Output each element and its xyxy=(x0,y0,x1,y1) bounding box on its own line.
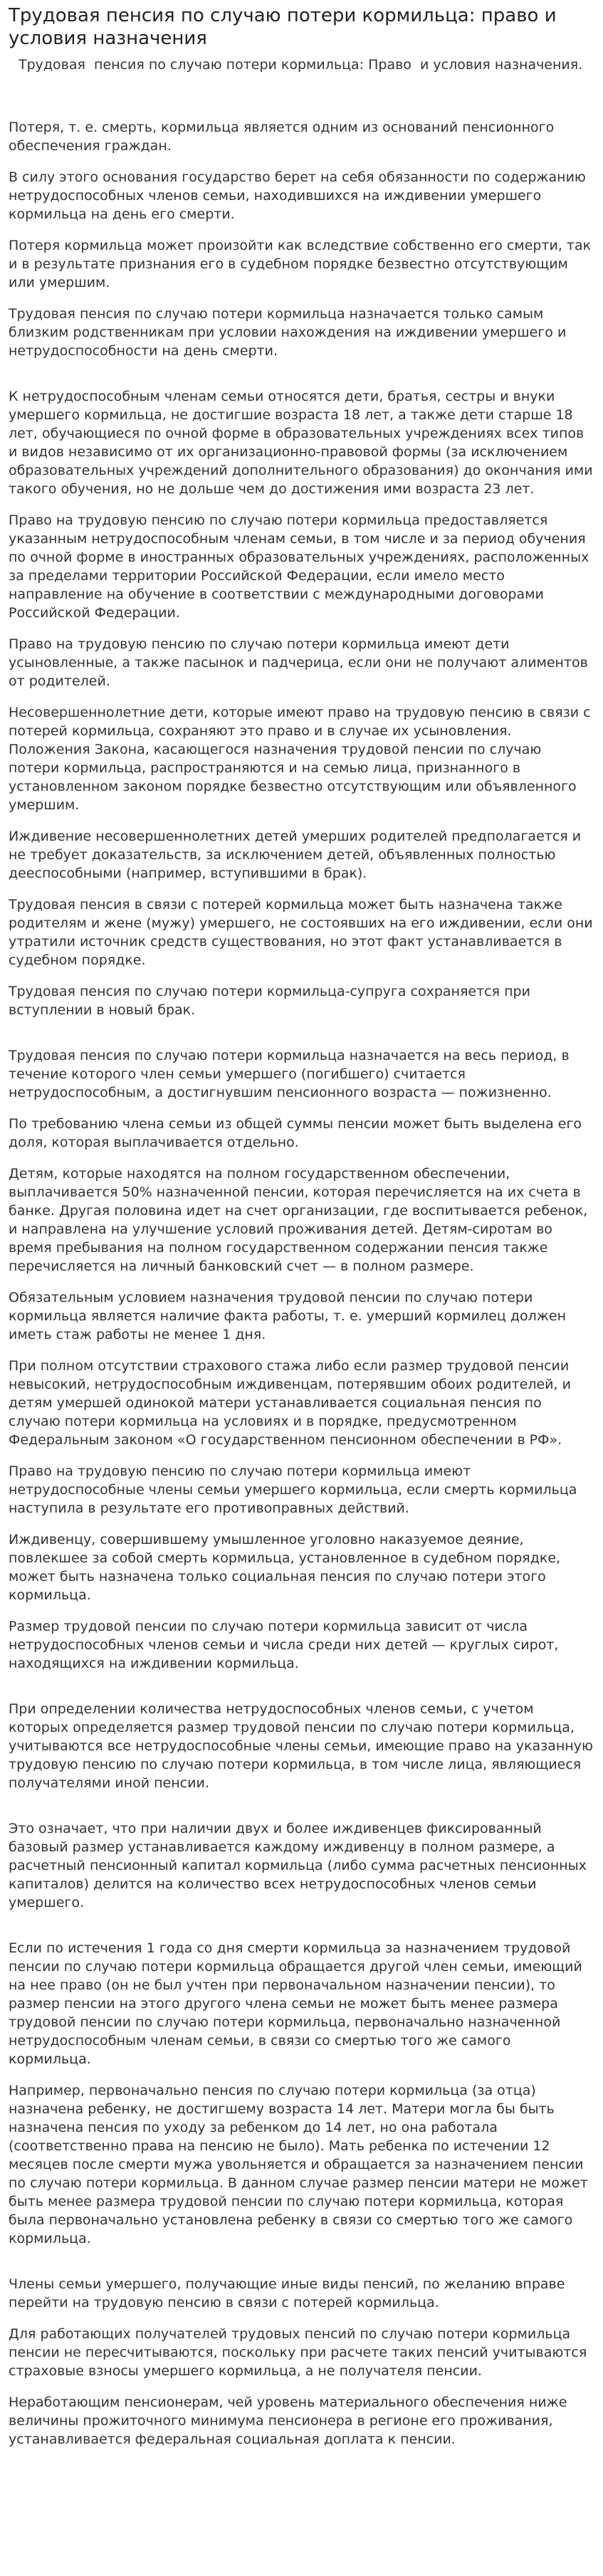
paragraph-5: К нетрудоспособным членам семьи относятся дети, братья, сестры и внуки умершего кормильца, не достигшие возраста 18 лет, а также дети старше 18 лет, обучающиеся по очной форме в образовательных учреждениях всех типов и видов независимо от их организационно-правовой формы (за исключением образовательных учреждений дополнительного образования) до окончания ими такого обучения, но не дольше чем до достижения ими возраста 23 лет. xyxy=(9,389,593,497)
paragraph-18: Иждивенцу, совершившему умышленное уголовно наказуемое деяние, повлекшее за собой смерть кормильца, установленное в судебном порядке, может быть назначена только социальная пенсия по случаю потери этого кормильца. xyxy=(9,1532,561,1603)
paragraph-14: Детям, которые находятся на полном государственном обеспечении, выплачивается 50% назначенной пенсии, которая перечисляется на их счета в банке. Другая половина идет на счет организации, где воспитывается ребенок, и направлена на улучшение условий проживания детей. Детям-сиротам во время пребывания на полном государственном содержании пенсия также перечисляется на личный банковский счет — в полном размере. xyxy=(9,1166,588,1274)
paragraph-8: Несовершеннолетние дети, которые имеют право на трудовую пенсию в связи с потерей кормильца, сохраняют это право и в случае их усыновления. Положения Закона, касающегося назначения трудовой пенсии по случаю потери кормильца, распространяются и на семью лица, признанного в установленном законом порядке безвестно отсутствующим или объявленного умершим. xyxy=(9,705,591,813)
paragraph-15: Обязательным условием назначения трудовой пенсии по случаю потери кормильца является наличие факта работы, т. е. умерший кормилец должен иметь стаж работы не менее 1 дня. xyxy=(9,1290,566,1342)
article xyxy=(0,4,603,2449)
paragraph-13: По требованию члена семьи из общей суммы пенсии может быть выделена его доля, которая выплачивается отдельно. xyxy=(9,1116,582,1150)
paragraph-1: Потеря, т. е. смерть, кормильца является одним из оснований пенсионного обеспечения граждан. xyxy=(9,120,555,154)
paragraph-19: Размер трудовой пенсии по случаю потери кормильца зависит от числа нетрудоспособных членов семьи и числа среди них детей — круглых сирот, находящихся на иждивении кормильца. xyxy=(9,1619,559,1671)
paragraph-23: Например, первоначально пенсия по случаю потери кормильца (за отца) назначена ребенку, не достигшему возраста 14 лет. Матери могла бы быть назначена пенсия по уходу за ребенком до 14 лет, но она работала (соответственно права на пенсию не было). Мать ребенка по истечении 12 месяцев после смерти мужа увольняется и обращается за назначением пенсии по случаю потери кормильца. В данном случае размер пенсии матери не может быть менее размера трудовой пенсии по случаю потери кормильца, которая была первоначально установлена ребенку в связи со смертью того же самого кормильца. xyxy=(9,2083,588,2246)
paragraph-6: Право на трудовую пенсию по случаю потери кормильца предоставляется указанным нетрудоспособным членам семьи, в том числе и за период обучения по очной форме в иностранных образовательных учреждениях, расположенных за пределами территории Российской Федерации, если имело место направление на обучение в соответствии с международными договорами Российской Федерации. xyxy=(9,512,589,621)
paragraph-21: Это означает, что при наличии двух и более иждивенцев фиксированный базовый размер устанавливается каждому иждивенцу в полном размере, а расчетный пенсионный капитал кормильца (либо сумма расчетных пенсионных капиталов) делится на количество всех нетрудоспособных членов семьи умершего. xyxy=(9,1821,587,1910)
paragraph-11: Трудовая пенсия по случаю потери кормильца-супруга сохраняется при вступлении в новый брак. xyxy=(9,984,530,1018)
paragraph-17: Право на трудовую пенсию по случаю потери кормильца имеют нетрудоспособные члены семьи умершего кормильца, если смерть кормильца наступила в результате его противоправных действий. xyxy=(9,1463,577,1516)
paragraph-24: Члены семьи умершего, получающие иные виды пенсий, по желанию вправе перейти на трудовую пенсию в связи с потерей кормильца. xyxy=(9,2276,565,2310)
article-subtitle: Трудовая пенсия по случаю потери кормильца: Право и условия назначения. xyxy=(19,57,583,73)
paragraph-7: Право на трудовую пенсию по случаю потери кормильца имеют дети усыновленные, а также пасынок и падчерица, если они не получают алиментов от родителей. xyxy=(9,636,588,689)
paragraph-12: Трудовая пенсия по случаю потери кормильца назначается на весь период, в течение которого член семьи умершего (погибшего) считается нетрудоспособным, а достигнувшим пенсионного возраста — пожизненно. xyxy=(9,1048,570,1100)
paragraph-25: Для работающих получателей трудовых пенсий по случаю потери кормильца пенсии не пересчитываются, поскольку при расчете таких пенсий учитываются страховые взносы умершего кормильца, а не получателя пенсии. xyxy=(9,2326,587,2379)
paragraph-10: Трудовая пенсия в связи с потерей кормильца может быть назначена также родителям и жене (мужу) умершего, не состоявших на его иждивении, если они утратили источник средств существования, но этот факт устанавливается в судебном порядке. xyxy=(9,897,593,968)
paragraph-20: При определении количества нетрудоспособных членов семьи, с учетом которых определяется размер трудовой пенсии по случаю потери кормильца, учитываются все нетрудоспособные члены семьи, имеющие право на указанную трудовую пенсию по случаю потери кормильца, в том числе лица, являющиеся получателями иной пенсии. xyxy=(9,1701,593,1791)
paragraph-26: Неработающим пенсионерам, чей уровень материального обеспечения ниже величины прожиточного минимума пенсионера в регионе его проживания, устанавливается федеральная социальная доплата к пенсии. xyxy=(9,2394,567,2447)
paragraph-9: Иждивение несовершеннолетних детей умерших родителей предполагается и не требует доказательств, за исключением детей, объявленных полностью дееспособными (например, вступившими в брак). xyxy=(9,829,582,881)
article-title: Трудовая пенсия по случаю потери кормильца: право и условия назначения xyxy=(9,5,557,49)
paragraph-2: В силу этого основания государство берет на себя обязанности по содержанию нетрудоспособных членов семьи, находившихся на иждивении умершего кормильца на день его смерти. xyxy=(9,169,586,222)
paragraph-4: Трудовая пенсия по случаю потери кормильца назначается только самым близким родственникам при условии нахождения на иждивении умершего и нетрудоспособности на день смерти. xyxy=(9,306,567,359)
paragraph-3: Потеря кормильца может произойти как вследствие собственно его смерти, так и в результате признания его в судебном порядке безвестно отсутствующим или умершим. xyxy=(9,238,592,290)
paragraph-22: Если по истечения 1 года со дня смерти кормильца за назначением трудовой пенсии по случаю потери кормильца обращается другой член семьи, имеющий на нее право (он не был учтен при первоначальном назначении пенсии), то размер пенсии на этого другого члена семьи не может быть менее размера трудовой пенсии по случаю потери кормильца, первоначально назначенной нетрудоспособным членам семьи, в связи со смертью того же самого кормильца. xyxy=(9,1940,582,2067)
paragraph-16: При полном отсутствии страхового стажа либо если размер трудовой пенсии невысокий, нетрудоспособным иждивенцам, потерявшим обоих родителей, и детям умершей одинокой матери устанавливается социальная пенсия по случаю потери кормильца на условиях и в порядке, предусмотренном Федеральным законом «О государственном пенсионном обеспечении в РФ». xyxy=(9,1358,571,1448)
